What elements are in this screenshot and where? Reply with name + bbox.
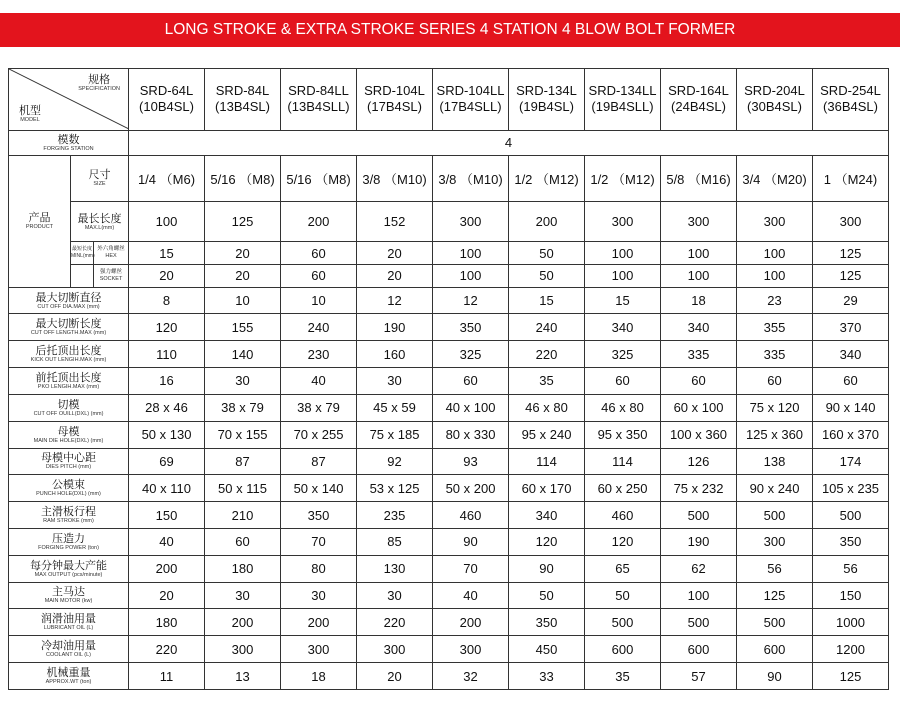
table-cell: 140 (205, 341, 281, 368)
table-cell: 125 (737, 582, 813, 609)
table-cell: 100 (433, 264, 509, 287)
hex-label: 外六角螺丝 HEX (93, 242, 128, 264)
table-cell: 200 (281, 202, 357, 242)
table-cell: 100 (661, 264, 737, 287)
table-cell: 150 (129, 502, 205, 529)
minl-spacer (71, 265, 93, 287)
table-cell: 300 (813, 202, 889, 242)
table-cell: 100 (661, 582, 737, 609)
table-cell: 125 (205, 202, 281, 242)
table-cell: 110 (129, 341, 205, 368)
row-label: 压造力 FORGING POWER (ton) (9, 528, 129, 555)
table-cell: 50 (585, 582, 661, 609)
spec-row (9, 663, 889, 690)
table-cell: 1200 (813, 636, 889, 663)
page-banner (0, 13, 900, 47)
table-cell: 300 (357, 636, 433, 663)
table-cell: 155 (205, 314, 281, 341)
model-header: SRD-84LL (13B4SLL) (281, 69, 357, 131)
forging-station-row (9, 130, 889, 155)
table-cell: 114 (509, 448, 585, 475)
table-cell: 100 (585, 242, 661, 265)
row-label: 主马达 MAIN MOTOR (kw) (9, 582, 129, 609)
table-cell: 93 (433, 448, 509, 475)
model-header: SRD-254L (36B4SL) (813, 69, 889, 131)
table-cell: 1/2 （M12) (509, 155, 585, 201)
row-label: 最大切断直径 CUT OFF DIA.MAX (mm) (9, 287, 129, 314)
table-cell: 100 (737, 264, 813, 287)
table-cell: 85 (357, 528, 433, 555)
table-cell: 92 (357, 448, 433, 475)
table-cell: 30 (357, 368, 433, 395)
spec-row (9, 287, 889, 314)
table-cell: 600 (661, 636, 737, 663)
minl-cell (71, 242, 129, 265)
table-cell: 11 (129, 663, 205, 690)
spec-row (9, 502, 889, 529)
table-cell: 160 x 370 (813, 421, 889, 448)
table-cell: 70 x 155 (205, 421, 281, 448)
table-cell: 340 (661, 314, 737, 341)
table-cell: 50 (509, 582, 585, 609)
table-cell: 120 (585, 528, 661, 555)
table-cell: 60 (737, 368, 813, 395)
row-label: 最长长度 MAX.L(mm) (71, 202, 129, 242)
table-cell: 500 (661, 609, 737, 636)
table-cell: 335 (661, 341, 737, 368)
model-header: SRD-204L (30B4SL) (737, 69, 813, 131)
table-cell: 38 x 79 (281, 394, 357, 421)
spec-row (9, 341, 889, 368)
table-cell: 60 x 170 (509, 475, 585, 502)
table-cell: 600 (737, 636, 813, 663)
table-cell: 12 (433, 287, 509, 314)
table-cell: 46 x 80 (585, 394, 661, 421)
row-label: 母模中心距 DIES PITCH (mm) (9, 448, 129, 475)
table-cell: 100 (585, 264, 661, 287)
row-label: 母模 MAIN DIE HOLE(DXL) (mm) (9, 421, 129, 448)
spec-row (9, 582, 889, 609)
table-cell: 500 (737, 609, 813, 636)
table-cell: 300 (737, 528, 813, 555)
table-cell: 20 (205, 242, 281, 265)
header-row (9, 69, 889, 131)
table-cell: 75 x 232 (661, 475, 737, 502)
table-cell: 60 (433, 368, 509, 395)
table-cell: 50 x 130 (129, 421, 205, 448)
row-label: 主滑板行程 RAM STROKE (mm) (9, 502, 129, 529)
table-cell: 325 (585, 341, 661, 368)
table-cell: 32 (433, 663, 509, 690)
table-cell: 1000 (813, 609, 889, 636)
table-cell: 100 (129, 202, 205, 242)
table-cell: 230 (281, 341, 357, 368)
table-cell: 100 (661, 242, 737, 265)
table-cell: 60 (281, 242, 357, 265)
spec-row (9, 475, 889, 502)
table-cell: 40 (433, 582, 509, 609)
table-cell: 60 (281, 264, 357, 287)
table-cell: 35 (585, 663, 661, 690)
spec-row (9, 421, 889, 448)
table-cell: 340 (509, 502, 585, 529)
table-cell: 174 (813, 448, 889, 475)
table-cell: 45 x 59 (357, 394, 433, 421)
table-cell: 220 (509, 341, 585, 368)
table-cell: 70 (281, 528, 357, 555)
table-cell: 5/16 （M8) (281, 155, 357, 201)
product-socket-row (9, 264, 889, 287)
table-cell: 100 (737, 242, 813, 265)
table-cell: 125 (813, 663, 889, 690)
table-cell: 38 x 79 (205, 394, 281, 421)
table-cell: 90 x 240 (737, 475, 813, 502)
spec-row (9, 609, 889, 636)
table-cell: 18 (661, 287, 737, 314)
spec-row (9, 636, 889, 663)
table-cell: 300 (205, 636, 281, 663)
table-cell: 200 (129, 555, 205, 582)
table-cell: 50 (509, 264, 585, 287)
table-cell: 95 x 350 (585, 421, 661, 448)
spec-row (9, 555, 889, 582)
table-cell: 190 (357, 314, 433, 341)
spec-row (9, 394, 889, 421)
model-header: SRD-134LL (19B4SLL) (585, 69, 661, 131)
row-label: 模数 FORGING STATION (9, 130, 129, 155)
corner-spec-label: 规格 SPECIFICATION (78, 73, 120, 92)
table-cell: 180 (205, 555, 281, 582)
table-cell: 190 (661, 528, 737, 555)
table-cell: 300 (661, 202, 737, 242)
table-cell: 200 (205, 609, 281, 636)
table-cell: 60 x 250 (585, 475, 661, 502)
table-cell: 15 (509, 287, 585, 314)
table-cell: 200 (509, 202, 585, 242)
product-hex-row (9, 242, 889, 265)
product-label: 产品 PRODUCT (9, 155, 71, 287)
table-cell: 40 (129, 528, 205, 555)
model-header: SRD-64L (10B4SL) (129, 69, 205, 131)
table-cell: 125 x 360 (737, 421, 813, 448)
product-size-row (9, 155, 889, 201)
table-cell: 87 (205, 448, 281, 475)
table-cell: 90 (433, 528, 509, 555)
table-cell: 114 (585, 448, 661, 475)
table-cell: 60 x 100 (661, 394, 737, 421)
table-cell: 150 (813, 582, 889, 609)
row-label: 公模束 PUNCH HOLE(DXL) (mm) (9, 475, 129, 502)
table-cell: 3/8 （M10) (357, 155, 433, 201)
banner-title: LONG STROKE & EXTRA STROKE SERIES 4 STATION 4 BLOW BOLT FORMER (164, 21, 736, 38)
row-label: 每分钟最大产能 MAX OUTPUT (pcs/minute) (9, 555, 129, 582)
table-cell: 90 (737, 663, 813, 690)
table-cell: 50 x 115 (205, 475, 281, 502)
spec-row (9, 368, 889, 395)
table-cell: 20 (357, 264, 433, 287)
table-cell: 240 (509, 314, 585, 341)
table-cell: 335 (737, 341, 813, 368)
row-label: 切模 CUT OFF OUILL(DXL) (mm) (9, 394, 129, 421)
table-cell: 15 (585, 287, 661, 314)
table-cell: 4 (129, 130, 889, 155)
table-cell: 100 x 360 (661, 421, 737, 448)
table-cell: 1/2 （M12) (585, 155, 661, 201)
table-cell: 57 (661, 663, 737, 690)
table-cell: 10 (205, 287, 281, 314)
table-cell: 500 (661, 502, 737, 529)
table-cell: 500 (737, 502, 813, 529)
table-cell: 5/8 （M16) (661, 155, 737, 201)
table-cell: 33 (509, 663, 585, 690)
table-cell: 90 x 140 (813, 394, 889, 421)
table-cell: 46 x 80 (509, 394, 585, 421)
table-cell: 500 (813, 502, 889, 529)
product-maxl-row (9, 202, 889, 242)
table-cell: 160 (357, 341, 433, 368)
spec-table (8, 68, 889, 690)
table-cell: 35 (509, 368, 585, 395)
table-cell: 1 （M24) (813, 155, 889, 201)
table-cell: 220 (357, 609, 433, 636)
table-cell: 56 (737, 555, 813, 582)
row-label: 尺寸 SIZE (71, 155, 129, 201)
row-label: 冷却油用量 COOLANT OIL (L) (9, 636, 129, 663)
table-cell: 15 (129, 242, 205, 265)
table-cell: 450 (509, 636, 585, 663)
spec-row (9, 448, 889, 475)
table-cell: 120 (129, 314, 205, 341)
table-cell: 28 x 46 (129, 394, 205, 421)
table-cell: 12 (357, 287, 433, 314)
table-cell: 325 (433, 341, 509, 368)
table-cell: 53 x 125 (357, 475, 433, 502)
table-cell: 600 (585, 636, 661, 663)
table-cell: 13 (205, 663, 281, 690)
table-cell: 80 (281, 555, 357, 582)
table-cell: 40 x 110 (129, 475, 205, 502)
table-cell: 18 (281, 663, 357, 690)
table-cell: 235 (357, 502, 433, 529)
table-cell: 220 (129, 636, 205, 663)
table-cell: 62 (661, 555, 737, 582)
table-corner-cell (9, 69, 129, 131)
table-cell: 138 (737, 448, 813, 475)
table-cell: 69 (129, 448, 205, 475)
table-cell: 95 x 240 (509, 421, 585, 448)
table-cell: 460 (585, 502, 661, 529)
table-cell: 240 (281, 314, 357, 341)
table-cell: 16 (129, 368, 205, 395)
table-cell: 20 (129, 264, 205, 287)
row-label: 后托顶出长度 KICK OUT LENGIH.MAX (mm) (9, 341, 129, 368)
table-cell: 100 (433, 242, 509, 265)
socket-label: 强力螺丝 SOCKET (93, 265, 128, 287)
table-cell: 20 (357, 663, 433, 690)
table-cell: 340 (813, 341, 889, 368)
table-cell: 300 (737, 202, 813, 242)
table-cell: 340 (585, 314, 661, 341)
table-cell: 180 (129, 609, 205, 636)
table-cell: 300 (281, 636, 357, 663)
table-cell: 350 (433, 314, 509, 341)
corner-model-label: 机型 MODEL (19, 103, 41, 123)
table-cell: 65 (585, 555, 661, 582)
table-cell: 50 (509, 242, 585, 265)
table-cell: 40 (281, 368, 357, 395)
table-cell: 125 (813, 242, 889, 265)
table-cell: 23 (737, 287, 813, 314)
table-cell: 60 (585, 368, 661, 395)
table-cell: 300 (585, 202, 661, 242)
table-cell: 350 (281, 502, 357, 529)
table-cell: 126 (661, 448, 737, 475)
table-cell: 3/4 （M20) (737, 155, 813, 201)
table-cell: 8 (129, 287, 205, 314)
model-header: SRD-104L (17B4SL) (357, 69, 433, 131)
spec-row (9, 314, 889, 341)
table-cell: 200 (433, 609, 509, 636)
row-label: 前托顶出长度 PKO LENGIH.MAX (mm) (9, 368, 129, 395)
table-cell: 10 (281, 287, 357, 314)
table-cell: 1/4 （M6) (129, 155, 205, 201)
table-cell: 50 x 140 (281, 475, 357, 502)
model-header: SRD-134L (19B4SL) (509, 69, 585, 131)
table-cell: 70 x 255 (281, 421, 357, 448)
model-header: SRD-84L (13B4SL) (205, 69, 281, 131)
table-cell: 80 x 330 (433, 421, 509, 448)
table-cell: 125 (813, 264, 889, 287)
table-cell: 20 (357, 242, 433, 265)
table-cell: 56 (813, 555, 889, 582)
table-cell: 30 (205, 368, 281, 395)
table-cell: 30 (205, 582, 281, 609)
spec-row (9, 528, 889, 555)
table-cell: 105 x 235 (813, 475, 889, 502)
table-cell: 60 (661, 368, 737, 395)
table-cell: 210 (205, 502, 281, 529)
model-header: SRD-104LL (17B4SLL) (433, 69, 509, 131)
row-label: 机械重量 APPROX.WT (ton) (9, 663, 129, 690)
table-cell: 60 (813, 368, 889, 395)
table-cell: 90 (509, 555, 585, 582)
table-cell: 30 (281, 582, 357, 609)
table-cell: 350 (509, 609, 585, 636)
table-cell: 152 (357, 202, 433, 242)
table-cell: 500 (585, 609, 661, 636)
table-cell: 3/8 （M10) (433, 155, 509, 201)
table-cell: 130 (357, 555, 433, 582)
table-cell: 70 (433, 555, 509, 582)
socket-cell (71, 264, 129, 287)
table-cell: 300 (433, 636, 509, 663)
table-cell: 200 (281, 609, 357, 636)
table-cell: 120 (509, 528, 585, 555)
table-cell: 20 (129, 582, 205, 609)
model-header: SRD-164L (24B4SL) (661, 69, 737, 131)
table-cell: 30 (357, 582, 433, 609)
row-label: 润滑油用量 LUBRICANT OIL (L) (9, 609, 129, 636)
table-cell: 40 x 100 (433, 394, 509, 421)
minl-label: 最短长度 MINL(mm) (71, 246, 95, 260)
table-cell: 75 x 185 (357, 421, 433, 448)
table-cell: 460 (433, 502, 509, 529)
row-label: 最大切断长度 CUT OFF LENGTH.MAX (mm) (9, 314, 129, 341)
table-cell: 60 (205, 528, 281, 555)
table-cell: 350 (813, 528, 889, 555)
table-cell: 75 x 120 (737, 394, 813, 421)
table-cell: 300 (433, 202, 509, 242)
table-cell: 29 (813, 287, 889, 314)
table-cell: 5/16 （M8) (205, 155, 281, 201)
table-cell: 355 (737, 314, 813, 341)
table-cell: 87 (281, 448, 357, 475)
table-cell: 20 (205, 264, 281, 287)
table-cell: 50 x 200 (433, 475, 509, 502)
table-cell: 370 (813, 314, 889, 341)
